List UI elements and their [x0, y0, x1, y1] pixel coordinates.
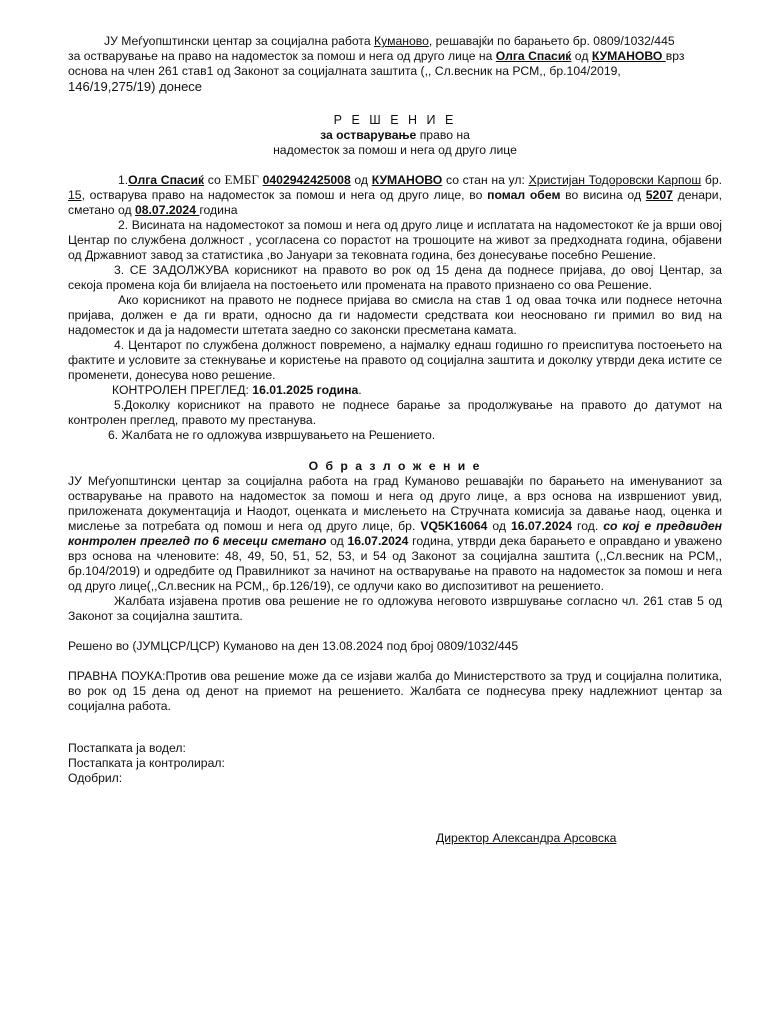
reasoning-title: О б р а з л о ж е н и е	[308, 459, 482, 473]
header-line-1: ЈУ Меѓуопштински центар за социјална работа Куманово, решавајќи по барањето бр. 0809/1032/445	[104, 34, 675, 48]
header-line-3: основа на член 261 став1 од Законот за социјалната заштита (,, Сл.весник на РСМ,, бр.104/2019,	[68, 64, 621, 78]
director-signature-line: Директор Александра Арсовска	[436, 831, 617, 845]
header-line-4: 146/19,275/19) донесе	[68, 79, 203, 94]
procedure-controlled-by: Постапката ја контролирал:	[68, 756, 225, 770]
embg-number: 0402942425008	[262, 173, 351, 187]
control-note: со кој е предвиден контролен преглед по 6 месеци сметано	[68, 519, 723, 548]
decision-document	[68, 34, 723, 845]
decision-item-5: 5.Доколку корисникот на правото не поднесе барање за продолжување на правото до датумот на контролен преглед, правото му престанува.	[68, 398, 722, 427]
care-scope: помал обем	[487, 188, 561, 202]
approved-by: Одобрил:	[68, 771, 123, 785]
header-city: Куманово	[374, 34, 429, 48]
reasoning-body: ЈУ Меѓуопштински центар за социјална работа на град Куманово решавајќи по барањето на именуваниот за остварување на правото на надоместок за помош и нега од друго лице, а врз основа на извршениот увид, приложената документација и Наодот, оценката и мислењето на Стручната комисија за давање наод, оценка и мислење за потребата од помош и нега од друго лице, бр. VQ5K16064 од 16.07.2024 год. со кој е предвиден контролен преглед по 6 месеци сметано од 16.07.2024 година, утврди дека барањето е оправдано и уважено врз основа на членовите: 48, 49, 50, 51, 52, 53, и 54 од Законот за социјална заштита (,,Сл.весник на РСМ,, бр.104/2019) и одредбите од Правилникот за начинот на остварување на правото на надоместок за помош и нега од друго лице(,,Сл.весник на РСМ,, бр.126/19), се одлучи како во диспозитивот на решението.	[68, 474, 723, 593]
control-review: КОНТРОЛЕН ПРЕГЛЕД: 16.01.2025 година.	[112, 383, 362, 397]
decision-subtitle: за остварување право на	[320, 128, 470, 142]
start-date: 08.07.2024	[134, 203, 200, 217]
header-line-2: за остварување на право на надоместок за помош и нега од друго лице на Олга Спасиќ од КУМАНОВО врз	[68, 49, 685, 63]
decision-item-2: 2. Висината на надоместокот за помош и нега од друго лице и исплатата на надоместокот ќе ја врши овој Центар по службена должност , усогласена со порастот на трошоците на живот за предходната година, објавени од Државниот завод за статистика ,во Јануари за тековната година, без донесување посебно Решение.	[68, 218, 722, 262]
recipient-city: КУМАНОВО	[591, 49, 666, 63]
legal-instruction: ПРАВНА ПОУКА:Против ова решение може да се изјави жалба до Министерството за труд и социјална политика, во рок од 15 дена од денот на приемот на решението. Жалбата се поднесува преку надлежниот центар за социјална работа.	[68, 669, 722, 713]
reasoning-appeal: Жалбата изјавена против ова решение не го одложува неговото извршување согласно чл. 261 став 5 од Законот за социјална заштита.	[68, 594, 722, 623]
recipient-name: Олга Спасиќ	[495, 49, 572, 63]
decision-item-3: 3. СЕ ЗАДОЛЖУВА корисникот на правото во рок од 15 дена да поднесе пријава, до овој Центар, за секоја промена која би влијаела на постоењето или промената на правото признаено со ова Решение.	[68, 263, 722, 292]
resolved-line: Решено во (ЈУМЦСР/ЦСР) Куманово на ден 13.08.2024 под број 0809/1032/445	[68, 639, 519, 653]
decision-title: Р Е Ш Е Н И Е	[333, 113, 457, 127]
decision-item-3b: Ако корисникот на правото не поднесе пријава во смисла на став 1 од оваа точка или поднесе неточна пријава, должен е да ги врати, односно да ги надомести средствата кои неосновано ги примил во вид на надоместок и да ја надомести штетата заедно со законски пресметана камата.	[68, 293, 722, 337]
control-review-date: 16.01.2025 година	[252, 383, 359, 397]
street-address: Христијан Тодоровски Карпош	[528, 173, 702, 187]
decision-item-1: 1.Олга Спасиќ со ЕМБГ 0402942425008 од КУМАНОВО со стан на ул: Христијан Тодоровски Карпош бр. 15, остварува право на надоместок за помош и нега од друго лице, во помал обем во висина од 5207 денари, сметано од 08.07.2024 година	[68, 172, 722, 217]
decision-subtitle-2: надоместок за помош и нега од друго лице	[273, 143, 517, 157]
decision-item-6: 6. Жалбата не го одложува извршувањето на Решението.	[108, 428, 436, 442]
benefit-amount: 5207	[645, 188, 673, 202]
decision-item-4: 4. Центарот по службена должност повремено, а најмалку еднаш годишно го преиспитува постоењето на фактите и условите за стекнување и користење на правото од социјална заштита и доколку утврди дека истите се променети, донесува ново решение.	[68, 338, 722, 382]
commission-code: VQ5K16064	[420, 519, 488, 533]
procedure-led-by: Постапката ја водел:	[68, 741, 186, 755]
